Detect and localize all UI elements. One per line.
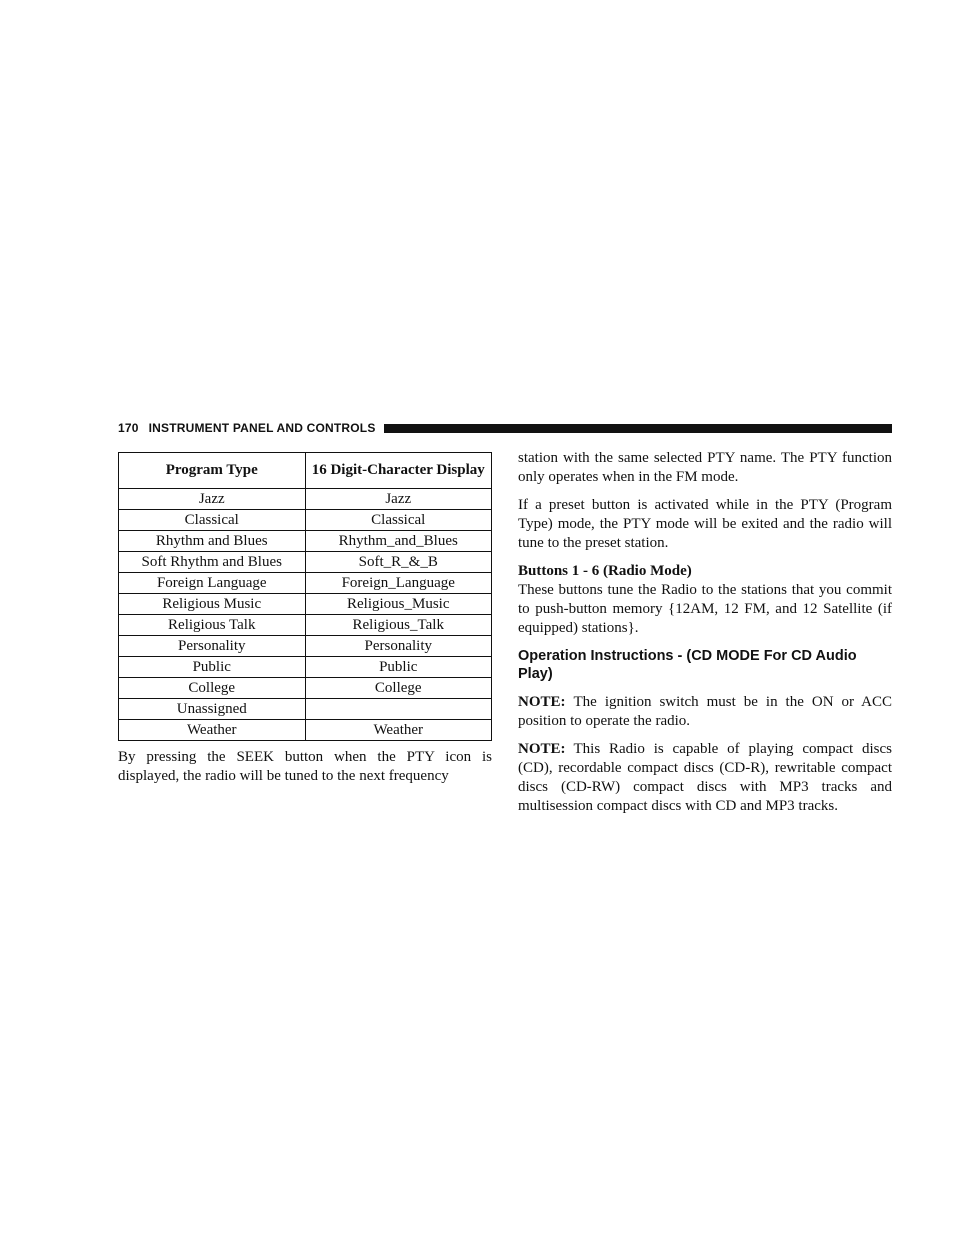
display-cell: College [305, 678, 492, 699]
table-row [119, 510, 492, 531]
operation-heading: Operation Instructions - (CD MODE For CD Audio Play) [518, 648, 857, 682]
note-label: NOTE: [518, 741, 566, 757]
table-row [119, 573, 492, 594]
display-cell: Religious_Talk [305, 615, 492, 636]
display-cell [305, 699, 492, 720]
display-cell: Personality [305, 636, 492, 657]
header-rule [384, 424, 892, 433]
program-type-table [118, 452, 492, 741]
program-type-cell: Jazz [119, 489, 306, 510]
display-cell: Jazz [305, 489, 492, 510]
preset-paragraph: If a preset button is activated while in the PTY (Program Type) mode, the PTY mode will be exited and the radio will tune to the preset station. [518, 497, 892, 551]
table-row [119, 657, 492, 678]
section-title: INSTRUMENT PANEL AND CONTROLS [148, 421, 376, 435]
pty-continuation-paragraph: station with the same selected PTY name. The PTY function only operates when in the FM mode. [518, 450, 892, 485]
page-number: 170 [118, 421, 139, 435]
program-type-cell: Unassigned [119, 699, 306, 720]
table-row [119, 489, 492, 510]
table-row [119, 636, 492, 657]
program-type-cell: Religious Music [119, 594, 306, 615]
program-type-cell: Classical [119, 510, 306, 531]
note-discs [518, 740, 892, 816]
left-column [118, 452, 492, 786]
program-type-cell: Rhythm and Blues [119, 531, 306, 552]
table-row [119, 531, 492, 552]
note-ignition [518, 693, 892, 731]
display-cell: Foreign_Language [305, 573, 492, 594]
seek-paragraph: By pressing the SEEK button when the PTY icon is displayed, the radio will be tuned to the next frequency [118, 749, 492, 784]
table-row [119, 678, 492, 699]
note-label: NOTE: [518, 694, 566, 710]
display-cell: Religious_Music [305, 594, 492, 615]
table-row [119, 699, 492, 720]
table-row [119, 615, 492, 636]
page-header [118, 420, 892, 436]
right-column [518, 449, 892, 825]
program-type-cell: Personality [119, 636, 306, 657]
note-ignition-text: The ignition switch must be in the ON or ACC position to operate the radio. [518, 694, 892, 729]
program-type-cell: College [119, 678, 306, 699]
display-cell: Rhythm_and_Blues [305, 531, 492, 552]
note-discs-text: This Radio is capable of playing compact discs (CD), recordable compact discs (CD-R), rewritable compact discs (CD-RW) compact discs with MP3 tracks and multisession compact discs with CD and MP3 tracks. [518, 741, 892, 814]
table-row [119, 720, 492, 741]
column-header-program-type: Program Type [119, 453, 306, 489]
table-row [119, 552, 492, 573]
program-type-cell: Religious Talk [119, 615, 306, 636]
column-header-display: 16 Digit-Character Display [305, 453, 492, 489]
buttons-paragraph: These buttons tune the Radio to the stations that you commit to push-button memory {12AM, 12 FM, and 12 Satellite (if equipped) stations}. [518, 582, 892, 636]
program-type-cell: Public [119, 657, 306, 678]
table-header-row [119, 453, 492, 489]
buttons-heading: Buttons 1 - 6 (Radio Mode) [518, 563, 692, 579]
program-type-cell: Weather [119, 720, 306, 741]
program-type-cell: Soft Rhythm and Blues [119, 552, 306, 573]
table-row [119, 594, 492, 615]
display-cell: Classical [305, 510, 492, 531]
display-cell: Public [305, 657, 492, 678]
program-type-cell: Foreign Language [119, 573, 306, 594]
display-cell: Soft_R_&_B [305, 552, 492, 573]
display-cell: Weather [305, 720, 492, 741]
